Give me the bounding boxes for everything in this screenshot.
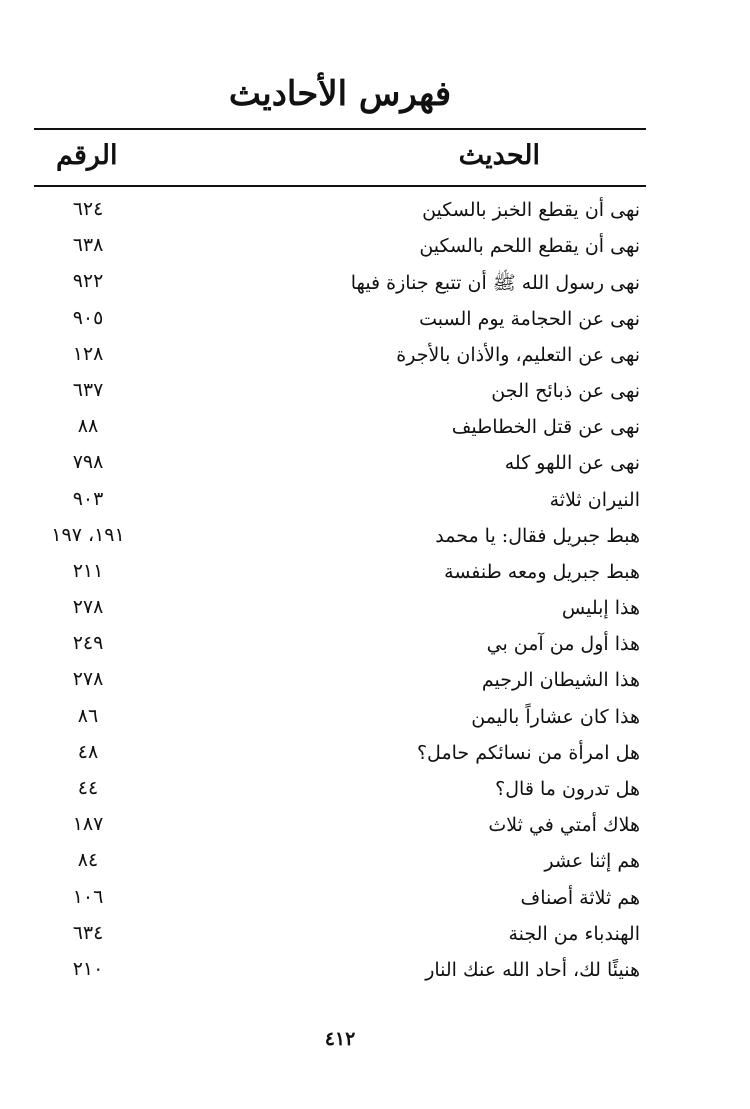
index-entry [34,195,640,231]
header-bottom-rule [34,185,646,187]
hadith-text: هنيئًا لك، أحاد الله عنك النار [425,958,640,981]
hadith-text: نهى رسول الله ﷺ أن تتبع جنازة فيها [350,272,640,295]
hadith-text: الهندباء من الجنة [508,922,640,945]
hadith-number: ٢٧٨ [72,596,104,619]
index-entry [34,665,640,701]
hadith-text: هم إثنا عشر [544,850,640,873]
hadith-number: ٨٨ [77,415,99,438]
index-entry [34,448,640,484]
hadith-number: ١٠٦ [72,885,104,908]
index-entry [34,340,640,376]
hadith-number: ١٩١، ١٩٧ [51,523,125,546]
index-entry [34,919,640,955]
hadith-number: ٢١١ [72,559,104,582]
index-entry [34,629,640,665]
index-entry [34,231,640,267]
index-entry [34,485,640,521]
hadith-text: نهى عن اللهو كله [504,452,640,475]
index-entry [34,955,640,991]
index-entry [34,304,640,340]
hadith-number: ٨٤ [77,849,99,872]
hadith-number: ٢١٠ [72,957,104,980]
hadith-number: ٤٤ [77,777,99,799]
hadith-number: ٩٢٢ [72,270,104,293]
index-entry [34,738,640,774]
hadith-text: نهى عن الحجامة يوم السبت [419,307,640,330]
column-header-number: الرقم [56,140,118,171]
index-entry [34,774,640,810]
index-entry [34,846,640,882]
page-number: ٤١٢ [324,1028,356,1050]
hadith-text: هذا أول من آمن بي [486,633,640,656]
hadith-number: ٦٣٤ [72,921,104,944]
index-entry [34,376,640,412]
hadith-text: هل امرأة من نسائكم حامل؟ [416,741,640,764]
hadith-number: ٦٣٧ [72,378,104,401]
header-top-rule [34,128,646,130]
hadith-number: ١٢٨ [72,342,104,365]
hadith-text: هبط جبريل ومعه طنفسة [444,560,640,583]
hadith-number: ٢٧٨ [72,668,104,691]
hadith-number: ٩٠٣ [72,487,104,510]
hadith-text: نهى عن ذبائح الجن [491,379,640,402]
hadith-text: هذا الشيطان الرجيم [481,669,640,692]
page-title: فهرس الأحاديث [228,74,452,114]
hadith-text: هذا كان عشاراً باليمن [471,705,640,728]
hadith-number: ٨٦ [77,704,99,727]
hadith-number: ٩٠٥ [72,306,104,329]
index-entry [34,810,640,846]
hadith-text: النيران ثلاثة [549,488,640,511]
hadith-text: هذا إبليس [561,597,640,620]
hadith-text: نهى أن يقطع اللحم بالسكين [419,235,640,258]
hadith-text: هم ثلاثة أصناف [520,886,640,909]
index-entry [34,267,640,303]
index-entry [34,883,640,919]
index-entry [34,412,640,448]
hadith-text: نهى عن قتل الخطاطيف [451,416,640,439]
hadith-text: نهى أن يقطع الخبز بالسكين [422,199,640,221]
hadith-number: ٦٢٤ [72,198,104,220]
index-entry [34,521,640,557]
hadith-number: ٦٣٨ [72,234,104,257]
hadith-text: هبط جبريل فقال: يا محمد [435,524,640,547]
index-entry [34,702,640,738]
hadith-text: هلاك أمتي في ثلاث [488,814,640,837]
index-entry [34,557,640,593]
hadith-text: هل تدرون ما قال؟ [495,778,640,800]
column-header-hadith: الحديث [458,140,540,171]
hadith-number: ٧٩٨ [72,451,104,474]
hadith-index-list [34,195,640,991]
index-entry [34,593,640,629]
hadith-number: ٤٨ [77,740,99,763]
hadith-text: نهى عن التعليم، والأذان بالأجرة [396,343,640,366]
hadith-number: ٢٤٩ [72,632,104,655]
hadith-number: ١٨٧ [72,813,104,836]
